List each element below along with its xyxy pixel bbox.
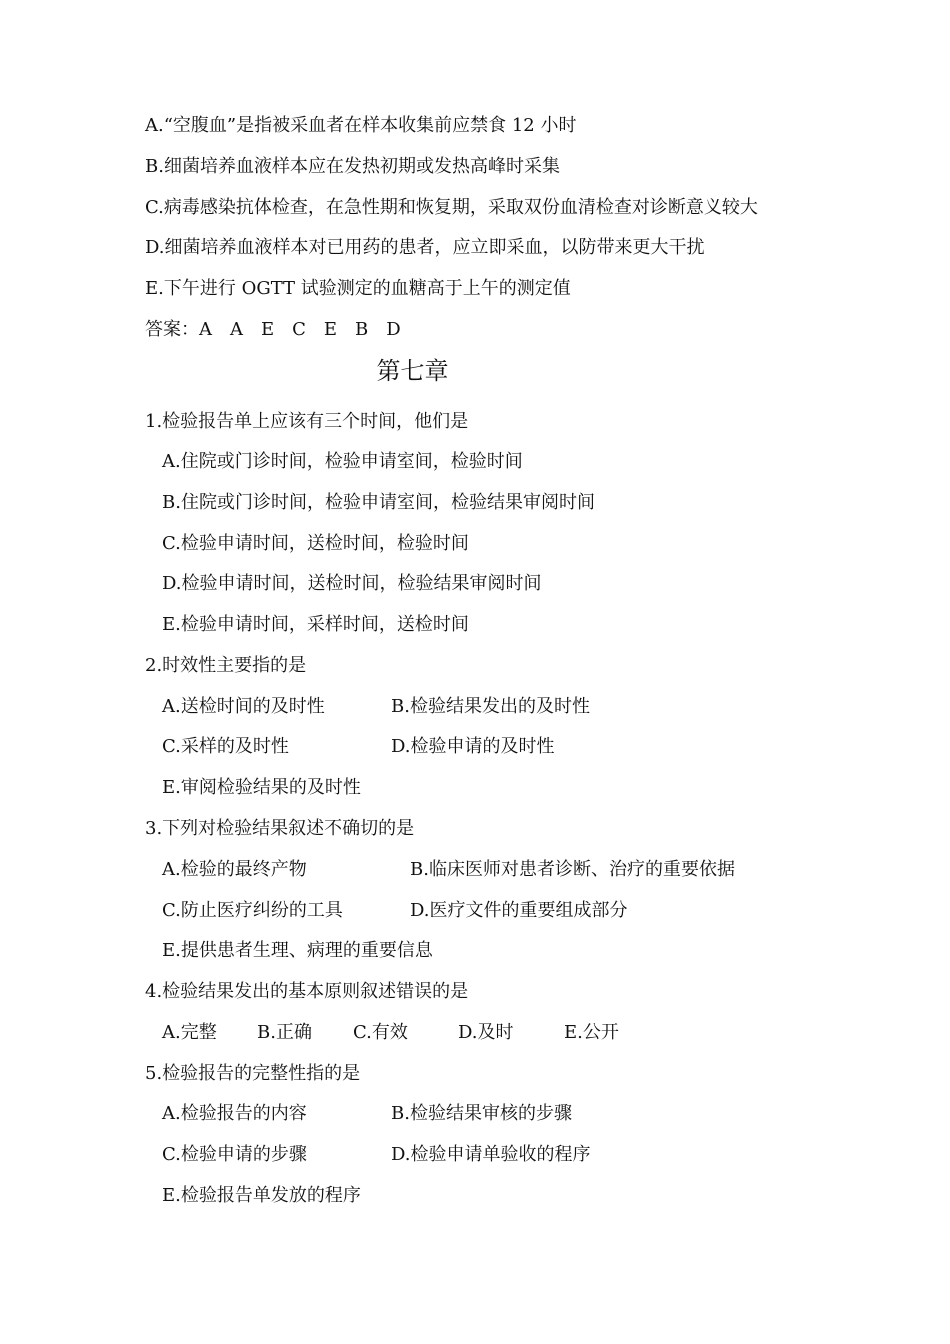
question-2-option-b: B.检验结果发出的及时性 <box>391 696 590 717</box>
question-4-option-a: A.完整 <box>162 1022 217 1043</box>
question-2-option-c: C.采样的及时性 <box>162 736 289 757</box>
question-5-option-b: B.检验结果审核的步骤 <box>391 1103 572 1124</box>
question-3-option-e: E.提供患者生理、病理的重要信息 <box>162 940 433 961</box>
question-4-option-c: C.有效 <box>353 1022 408 1043</box>
question-1-stem: 1.检验报告单上应该有三个时间，他们是 <box>145 411 469 432</box>
prev-option-c: C.病毒感染抗体检查，在急性期和恢复期，采取双份血清检查对诊断意义较大 <box>145 197 758 218</box>
question-5-option-a: A.检验报告的内容 <box>162 1103 307 1124</box>
question-2-stem: 2.时效性主要指的是 <box>145 655 307 676</box>
question-1-option-e: E.检验申请时间，采样时间，送检时间 <box>162 614 469 635</box>
question-3-row-2 <box>162 899 862 923</box>
question-5-row-2 <box>162 1143 862 1167</box>
question-3-stem: 3.下列对检验结果叙述不确切的是 <box>145 818 415 839</box>
question-3-option-c: C.防止医疗纠纷的工具 <box>162 900 343 921</box>
prev-option-a: A.“空腹血”是指被采血者在样本收集前应禁食 12 小时 <box>145 115 577 136</box>
question-4-options <box>162 1021 862 1045</box>
question-2-option-e: E.审阅检验结果的及时性 <box>162 777 361 798</box>
question-5-row-1 <box>162 1102 862 1126</box>
question-2-row-1 <box>162 695 862 719</box>
question-5-option-e: E.检验报告单发放的程序 <box>162 1185 361 1206</box>
answer-key: 答案：A A E C E B D <box>145 319 401 340</box>
question-4-option-d: D.及时 <box>458 1022 514 1043</box>
question-2-option-d: D.检验申请的及时性 <box>391 736 555 757</box>
question-5-option-c: C.检验申请的步骤 <box>162 1144 307 1165</box>
prev-option-e: E.下午进行 OGTT 试验测定的血糖高于上午的测定值 <box>145 278 571 299</box>
question-1-option-b: B.住院或门诊时间，检验申请室间，检验结果审阅时间 <box>162 492 595 513</box>
question-4-option-b: B.正确 <box>257 1022 312 1043</box>
question-4-option-e: E.公开 <box>564 1022 619 1043</box>
question-5-option-d: D.检验申请单验收的程序 <box>391 1144 591 1165</box>
chapter-title: 第七章 <box>376 357 449 385</box>
question-1-option-d: D.检验申请时间，送检时间，检验结果审阅时间 <box>162 573 542 594</box>
question-2-option-a: A.送检时间的及时性 <box>162 696 325 717</box>
question-4-stem: 4.检验结果发出的基本原则叙述错误的是 <box>145 981 469 1002</box>
question-3-option-a: A.检验的最终产物 <box>162 859 307 880</box>
question-3-row-1 <box>162 858 862 882</box>
prev-option-b: B.细菌培养血液样本应在发热初期或发热高峰时采集 <box>145 156 560 177</box>
prev-option-d: D.细菌培养血液样本对已用药的患者，应立即采血，以防带来更大干扰 <box>145 237 705 258</box>
question-3-option-d: D.医疗文件的重要组成部分 <box>410 900 628 921</box>
question-3-option-b: B.临床医师对患者诊断、治疗的重要依据 <box>410 859 735 880</box>
question-5-stem: 5.检验报告的完整性指的是 <box>145 1063 361 1084</box>
question-1-option-a: A.住院或门诊时间，检验申请室间，检验时间 <box>162 451 523 472</box>
question-1-option-c: C.检验申请时间，送检时间，检验时间 <box>162 533 469 554</box>
question-2-row-2 <box>162 735 862 759</box>
